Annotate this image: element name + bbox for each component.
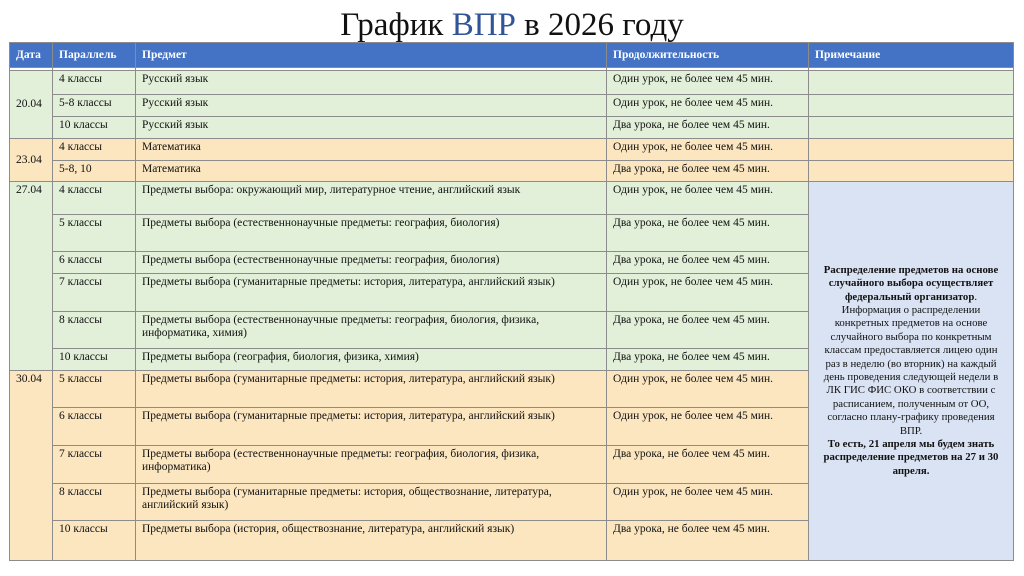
duration-cell: Два урока, не более чем 45 мин. — [607, 312, 809, 349]
note-cell — [809, 71, 1014, 95]
subject-cell: Предметы выбора (естественнонаучные предметы: география, биология, физика, информатика, химия) — [136, 312, 607, 349]
subject-cell: Предметы выбора (гуманитарные предметы: история, литература, английский язык) — [136, 274, 607, 312]
header-subject: Предмет — [136, 43, 607, 68]
subject-cell: Русский язык — [136, 117, 607, 139]
header-row — [10, 43, 1014, 68]
note-cell — [809, 95, 1014, 117]
subject-cell: Предметы выбора (география, биология, физика, химия) — [136, 349, 607, 371]
subject-cell: Математика — [136, 161, 607, 182]
subject-cell: Предметы выбора: окружающий мир, литературное чтение, английский язык — [136, 182, 607, 215]
grade-cell: 10 классы — [53, 349, 136, 371]
table-row — [10, 139, 1014, 161]
subject-cell: Предметы выбора (гуманитарные предметы: история, литература, английский язык) — [136, 371, 607, 408]
grade-cell: 4 классы — [53, 71, 136, 95]
subject-cell: Предметы выбора (история, обществознание, литература, английский язык) — [136, 521, 607, 561]
grade-cell: 8 классы — [53, 484, 136, 521]
date-cell: 27.04 — [10, 182, 53, 371]
duration-cell: Два урока, не более чем 45 мин. — [607, 252, 809, 274]
subject-cell: Математика — [136, 139, 607, 161]
title-accent: ВПР — [451, 7, 516, 43]
subject-cell: Предметы выбора (естественнонаучные предметы: география, биология) — [136, 252, 607, 274]
duration-cell: Два урока, не более чем 45 мин. — [607, 117, 809, 139]
grade-cell: 5 классы — [53, 371, 136, 408]
duration-cell: Два урока, не более чем 45 мин. — [607, 446, 809, 484]
grade-cell: 7 классы — [53, 274, 136, 312]
note-cell — [809, 139, 1014, 161]
grade-cell: 5-8, 10 — [53, 161, 136, 182]
page-title: График ВПР в 2026 году — [340, 7, 684, 43]
duration-cell: Один урок, не более чем 45 мин. — [607, 408, 809, 446]
note-cell-merged: Распределение предметов на основе случайного выбора осуществляет федеральный организатор. Информация о распределении конкретных предметов на основе случайного выбора по конкретным классам предоставляется лицею один раз в неделю (во вторник) на каждый день проведения следующей недели в ЛК ГИС ФИС ОКО в соответствии с расписанием, полученным от ОО, согласно плану-графику проведения ВПР. То есть, 21 апреля мы будем знать распределение предметов на 27 и 30 апреля. — [809, 182, 1014, 561]
table-row — [10, 161, 1014, 182]
grade-cell: 6 классы — [53, 252, 136, 274]
grade-cell: 6 классы — [53, 408, 136, 446]
table-row — [10, 117, 1014, 139]
subject-cell: Предметы выбора (естественнонаучные предметы: география, биология) — [136, 215, 607, 252]
subject-cell: Предметы выбора (гуманитарные предметы: история, литература, английский язык) — [136, 408, 607, 446]
grade-cell: 10 классы — [53, 521, 136, 561]
duration-cell: Один урок, не более чем 45 мин. — [607, 274, 809, 312]
date-cell: 20.04 — [10, 71, 53, 139]
date-cell: 30.04 — [10, 371, 53, 561]
duration-cell: Два урока, не более чем 45 мин. — [607, 521, 809, 561]
grade-cell: 7 классы — [53, 446, 136, 484]
subject-cell: Русский язык — [136, 95, 607, 117]
note-bold-outro: То есть, 21 апреля мы будем знать распределение предметов на 27 и 30 апреля. — [823, 438, 999, 477]
duration-cell: Два урока, не более чем 45 мин. — [607, 161, 809, 182]
table-row — [10, 71, 1014, 95]
duration-cell: Один урок, не более чем 45 мин. — [607, 182, 809, 215]
header-note: Примечание — [809, 43, 1014, 68]
header-date: Дата — [10, 43, 53, 68]
grade-cell: 10 классы — [53, 117, 136, 139]
duration-cell: Два урока, не более чем 45 мин. — [607, 349, 809, 371]
subject-cell: Предметы выбора (гуманитарные предметы: история, обществознание, литература, английский язык) — [136, 484, 607, 521]
grade-cell: 5-8 классы — [53, 95, 136, 117]
note-cell — [809, 117, 1014, 139]
duration-cell: Один урок, не более чем 45 мин. — [607, 484, 809, 521]
duration-cell: Два урока, не более чем 45 мин. — [607, 215, 809, 252]
header-duration: Продолжительность — [607, 43, 809, 68]
note-bold-intro: Распределение предметов на основе случайного выбора осуществляет федеральный организатор — [823, 263, 999, 303]
duration-cell: Один урок, не более чем 45 мин. — [607, 139, 809, 161]
grade-cell: 5 классы — [53, 215, 136, 252]
duration-cell: Один урок, не более чем 45 мин. — [607, 71, 809, 95]
note-cell — [809, 161, 1014, 182]
table-row — [10, 182, 1014, 215]
duration-cell: Один урок, не более чем 45 мин. — [607, 95, 809, 117]
date-cell: 23.04 — [10, 139, 53, 182]
duration-cell: Один урок, не более чем 45 мин. — [607, 371, 809, 408]
grade-cell: 8 классы — [53, 312, 136, 349]
subject-cell: Русский язык — [136, 71, 607, 95]
grade-cell: 4 классы — [53, 139, 136, 161]
note-body: Информация о распределении конкретных предметов на основе случайного выбора по конкретным классам предоставляется лицею один раз в неделю (во вторник) на каждый день проведения следующей недели в ЛК ГИС ФИС ОКО в соответствии с расписанием, полученным от ОО, согласно плану-графику проведения ВПР. — [823, 303, 999, 437]
table-row — [10, 95, 1014, 117]
header-grade: Параллель — [53, 43, 136, 68]
subject-cell: Предметы выбора (естественнонаучные предметы: география, биология, физика, информатика) — [136, 446, 607, 484]
grade-cell: 4 классы — [53, 182, 136, 215]
vpr-schedule-table — [9, 42, 1014, 561]
